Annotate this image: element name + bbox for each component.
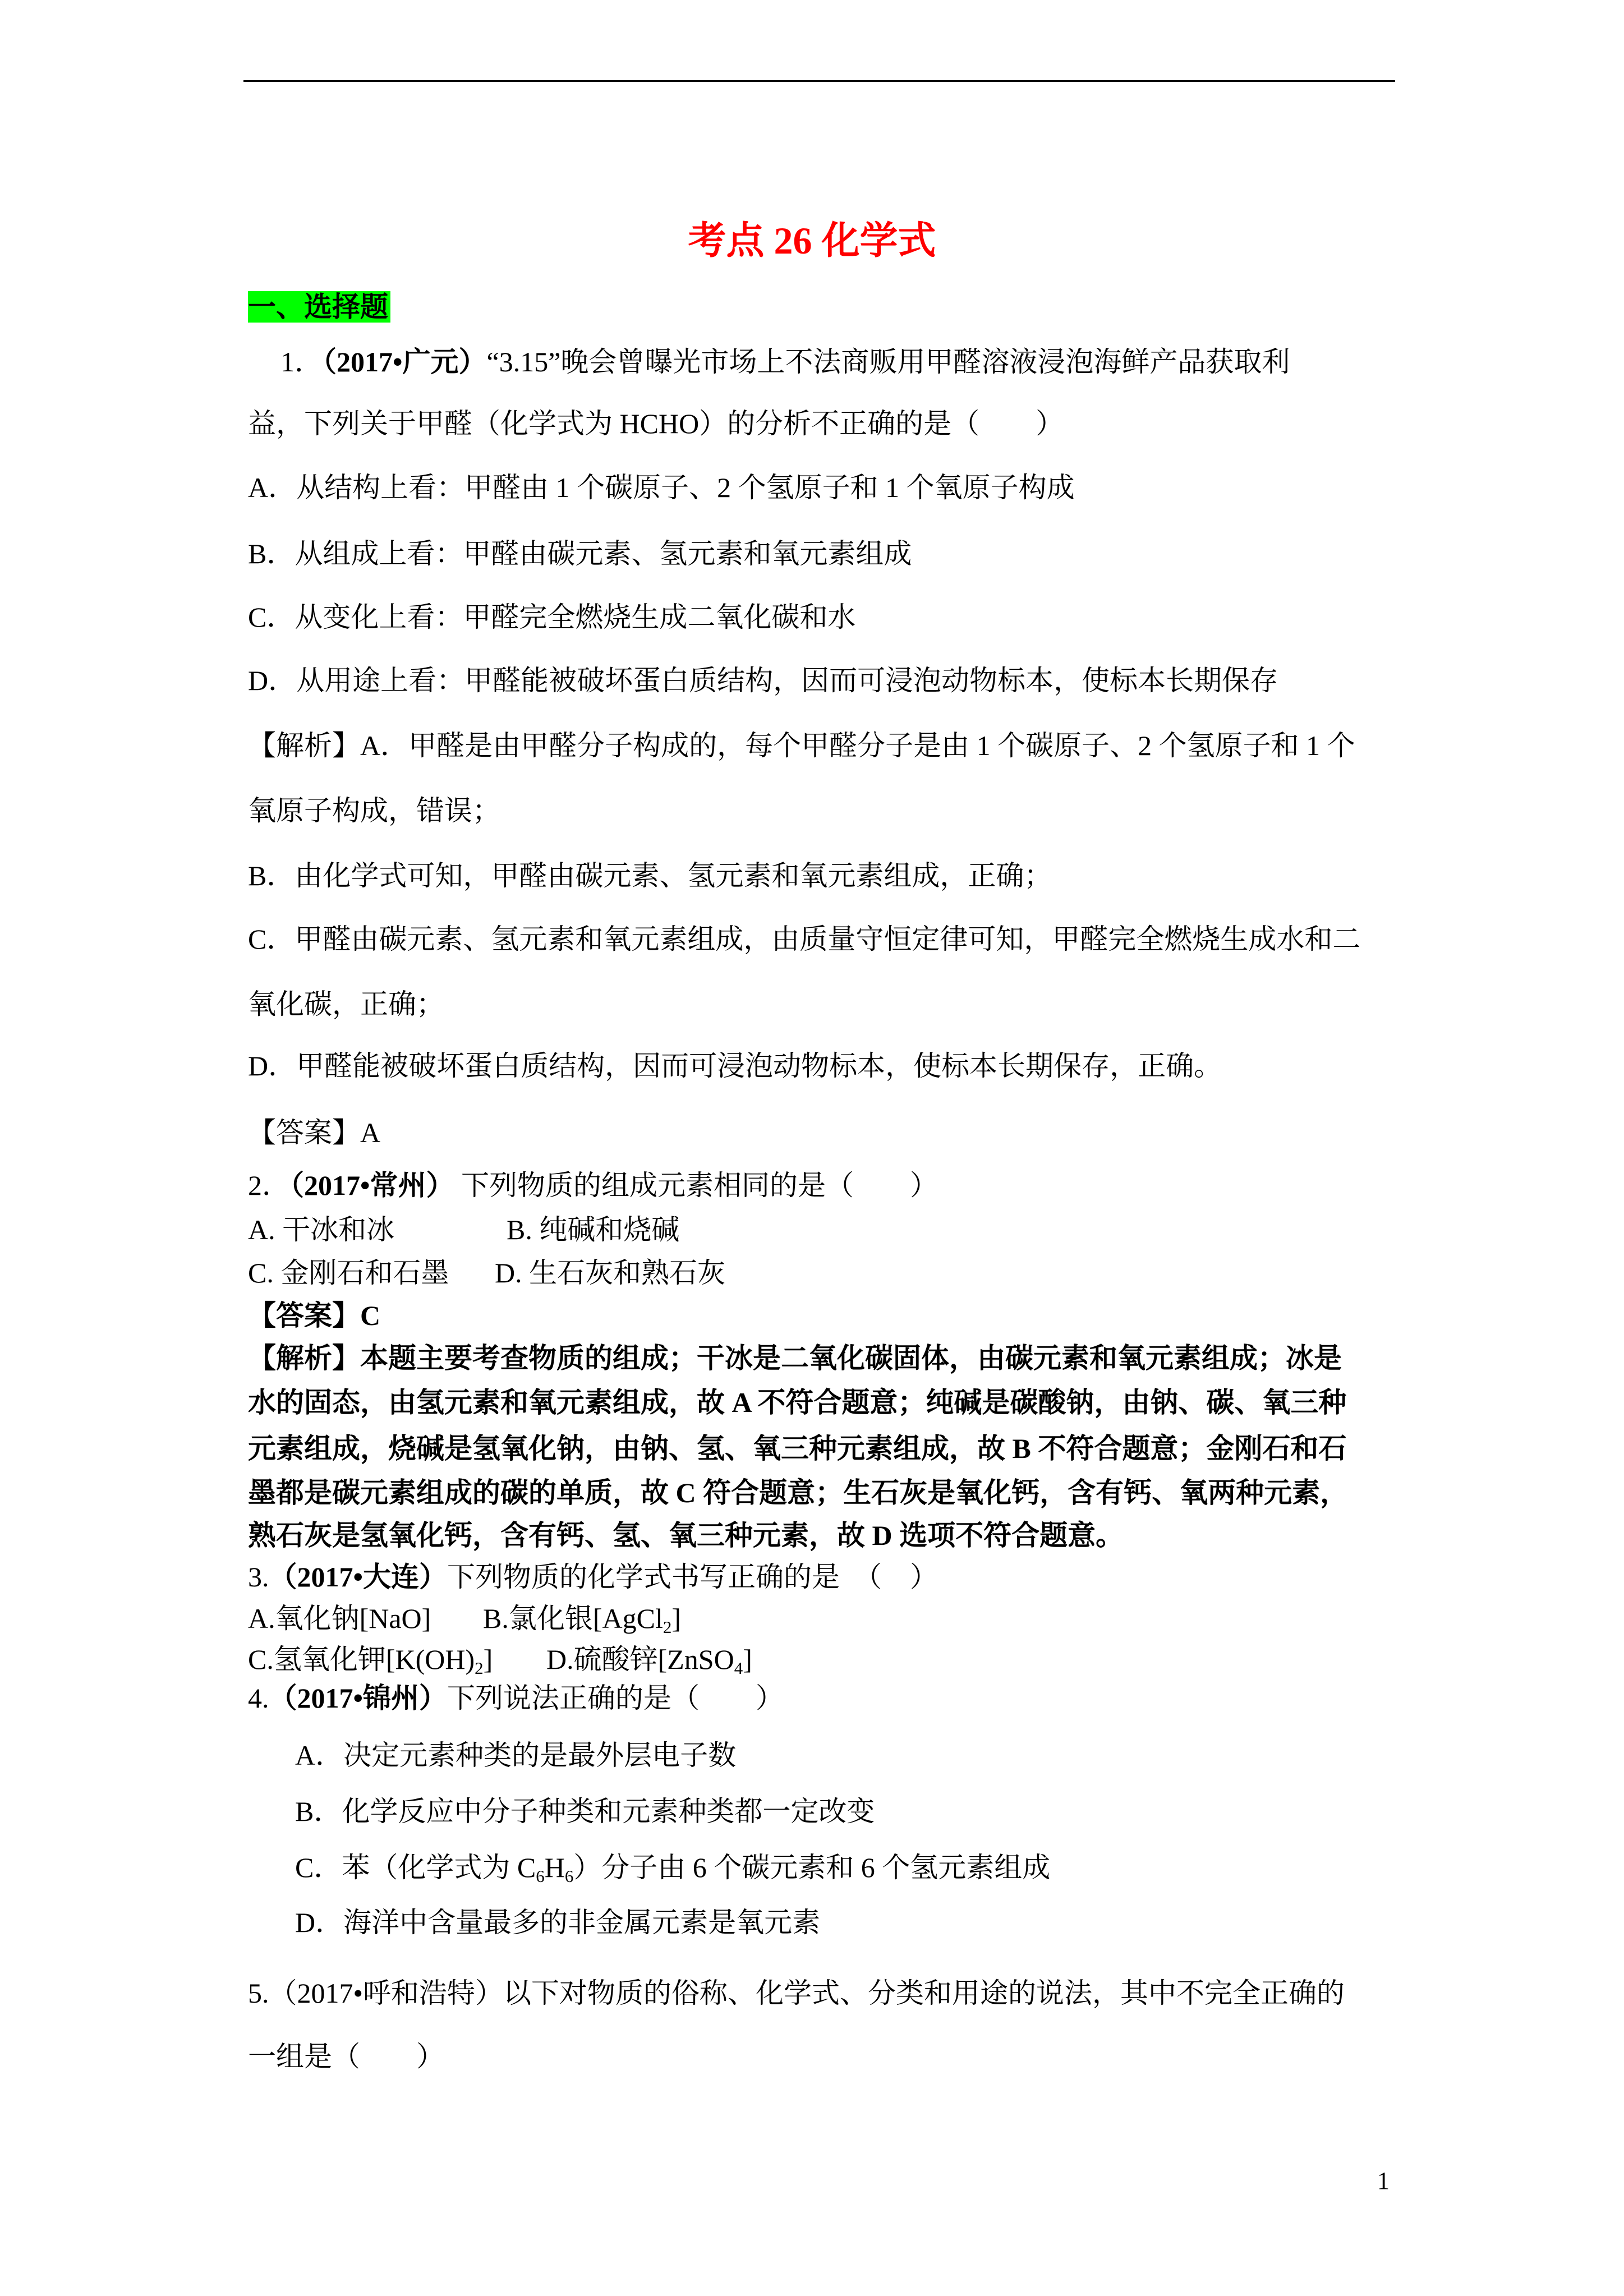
q2-option-d: D. 生石灰和熟石灰	[495, 1257, 726, 1289]
q2-option-a: A. 干冰和冰	[248, 1214, 395, 1245]
q1-option-d: D．从用途上看：甲醛能被破坏蛋白质结构，因而可浸泡动物标本，使标本长期保存	[248, 665, 1278, 696]
q5-stem-line-1: 5.（2017•呼和浩特）以下对物质的俗称、化学式、分类和用途的说法，其中不完全正确的	[248, 1977, 1345, 2009]
q3-option-b-subscript: 2	[663, 1617, 672, 1637]
q4-option-c-subscript-2: 6	[564, 1866, 574, 1886]
q3-option-b	[483, 1602, 681, 1635]
q1-option-a: A．从结构上看：甲醛由 1 个碳原子、2 个氢原子和 1 个氧原子构成	[248, 472, 1075, 503]
q4-option-c-rest: ）分子由 6 个碳元素和 6 个氢元素组成	[573, 1852, 1051, 1883]
q3-option-c-text: C.氢氧化钾[K(OH)	[248, 1644, 475, 1675]
q4-option-a: A．决定元素种类的是最外层电子数	[295, 1740, 737, 1771]
q2-stem	[248, 1168, 938, 1202]
section-heading-row	[248, 290, 390, 324]
q4-stem-text: 下列说法正确的是（ ）	[447, 1682, 784, 1714]
q4-option-d: D．海洋中含量最多的非金属元素是氧元素	[295, 1907, 821, 1938]
header-rule	[243, 80, 1395, 82]
page-number: 1	[1377, 2167, 1390, 2194]
q2-analysis-line: 元素组成，烧碱是氢氧化钠，由钠、氢、氧三种元素组成，故 B 不符合题意；金刚石和石	[248, 1433, 1347, 1464]
q2-option-c: C. 金刚石和石墨	[248, 1257, 449, 1289]
q3-option-d-subscript: 4	[734, 1658, 743, 1678]
q2-analysis-line: 【解析】本题主要考查物质的组成；干冰是二氧化碳固体，由碳元素和氧元素组成；冰是	[248, 1342, 1342, 1374]
q4-option-c-text: C．苯（化学式为 C	[295, 1852, 536, 1883]
q2-analysis-line: 熟石灰是氢氧化钙，含有钙、氢、氧三种元素，故 D 选项不符合题意。	[248, 1520, 1124, 1551]
q3-option-d-text: D.硫酸锌[ZnSO	[546, 1644, 734, 1675]
q3-option-b-close: ]	[671, 1603, 682, 1634]
q3-source: （2017•大连）	[269, 1561, 448, 1593]
q4-source: （2017•锦州）	[269, 1682, 448, 1714]
q1-analysis-line: D．甲醛能被破坏蛋白质结构，因而可浸泡动物标本，使标本长期保存，正确。	[248, 1050, 1222, 1082]
q3-option-d	[546, 1642, 752, 1676]
page-title: 考点 26 化学式	[688, 219, 936, 262]
q2-source: （2017•常州）	[290, 1170, 454, 1201]
q1-analysis-line: 氧原子构成，错误；	[248, 795, 500, 826]
q3-number: 3.	[248, 1561, 269, 1593]
q3-option-a-text: A.氧化钠[NaO]	[248, 1603, 431, 1634]
q1-analysis-line: 【解析】A．甲醛是由甲醛分子构成的，每个甲醛分子是由 1 个碳原子、2 个氢原子和 1 个	[248, 730, 1355, 761]
q4-stem	[248, 1681, 784, 1715]
q1-stem-line-1	[280, 345, 1290, 379]
q5-stem-line-2: 一组是（ ）	[248, 2041, 444, 2072]
section-heading: 一、选择题	[248, 291, 390, 323]
q3-option-c	[248, 1642, 493, 1676]
q4-number: 4.	[248, 1682, 269, 1714]
q4-option-c-mid: H	[544, 1852, 565, 1883]
q4-option-c-subscript-1: 6	[536, 1866, 545, 1886]
q2-stem-text: 下列物质的组成元素相同的是（ ）	[454, 1170, 938, 1201]
q3-option-c-subscript: 2	[475, 1658, 484, 1678]
q3-option-b-text: B.氯化银[AgCl	[483, 1603, 663, 1634]
q3-option-d-close: ]	[743, 1644, 752, 1675]
q3-stem-text: 下列物质的化学式书写正确的是 （ ）	[447, 1561, 938, 1593]
q3-stem	[248, 1560, 938, 1594]
q3-option-c-close: ]	[483, 1644, 493, 1675]
q2-answer: 【答案】C	[248, 1300, 381, 1331]
q2-analysis-line: 水的固态，由氢元素和氧元素组成，故 A 不符合题意；纯碱是碳酸钠，由钠、碳、氧三种	[248, 1387, 1347, 1418]
q3-option-a	[248, 1602, 431, 1635]
q1-answer: 【答案】A	[248, 1117, 381, 1148]
q1-option-b: B．从组成上看：甲醛由碳元素、氢元素和氧元素组成	[248, 538, 912, 569]
q4-option-b: B．化学反应中分子种类和元素种类都一定改变	[295, 1796, 875, 1827]
q1-analysis-line: B．由化学式可知，甲醛由碳元素、氢元素和氧元素组成，正确；	[248, 860, 1052, 891]
q1-source: （2017•广元）	[323, 346, 487, 378]
q1-analysis-line: C．甲醛由碳元素、氢元素和氧元素组成，由质量守恒定律可知，甲醛完全燃烧生成水和二	[248, 923, 1361, 955]
q2-option-b: B. 纯碱和烧碱	[507, 1214, 680, 1245]
q1-analysis-line: 氧化碳，正确；	[248, 988, 444, 1020]
q2-analysis-line: 墨都是碳元素组成的碳的单质，故 C 符合题意；生石灰是氧化钙，含有钙、氧两种元素，	[248, 1477, 1349, 1508]
q1-stem-text-1: “3.15”晚会曾曝光市场上不法商贩用甲醛溶液浸泡海鲜产品获取利	[486, 346, 1290, 378]
q1-stem-line-2: 益，下列关于甲醛（化学式为 HCHO）的分析不正确的是（ ）	[248, 408, 1064, 439]
q1-number: 1．	[280, 346, 323, 378]
q4-option-c	[295, 1851, 1050, 1884]
q2-number: 2．	[248, 1170, 290, 1201]
q1-option-c: C．从变化上看：甲醛完全燃烧生成二氧化碳和水	[248, 601, 856, 633]
